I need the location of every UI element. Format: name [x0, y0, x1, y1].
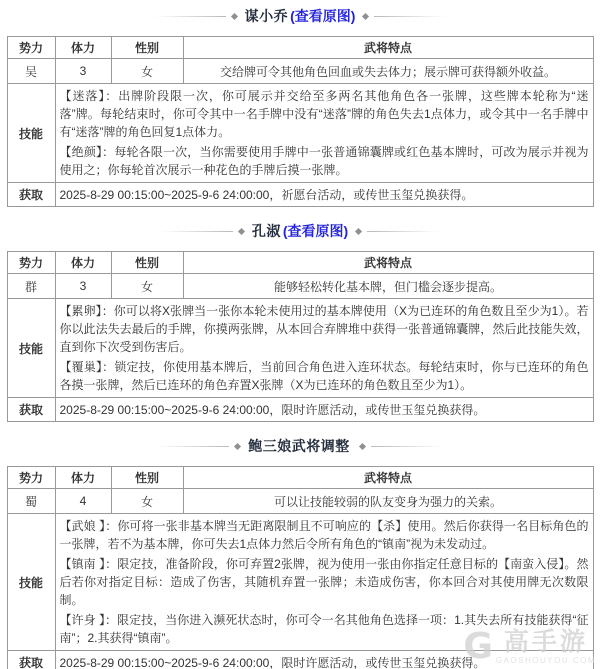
diamond-icon — [234, 442, 241, 449]
skills-cell — [55, 514, 593, 651]
divider-line — [154, 16, 226, 17]
general-info-table — [7, 466, 594, 669]
col-header-hp: 体力 — [55, 252, 111, 274]
col-header-faction: 势力 — [7, 252, 55, 274]
general-info-table — [7, 36, 594, 207]
skill-text: 【许身 】：限定技，当你进入濒死状态时，你可令一名其他角色选择一项：1.其失去所有技能获得“征南”；2.其获得“镇南”。 — [59, 613, 589, 645]
skill-text: 【覆巢】：锁定技，你使用基本牌后，当前回合角色进入连环状态。每轮结束时，你与已连环的角色各摸一张牌，然后已连环的角色弃置X张牌（X为已连环的角色数且至少为1）。 — [59, 360, 589, 392]
diamond-icon — [359, 442, 366, 449]
col-header-gender: 性别 — [111, 467, 183, 489]
col-header-trait: 武将特点 — [183, 37, 593, 59]
col-header-hp: 体力 — [55, 467, 111, 489]
section-title-kongshu — [0, 221, 600, 241]
skills-row-label: 技能 — [7, 84, 55, 183]
faction-value: 蜀 — [7, 489, 55, 514]
skill-text: 【镇南 】：限定技，准备阶段，你可弃置2张牌，视为使用一张由你指定任意目标的【南蛮入侵】。然后若你对指定目标：造成了伤害，其随机弃置一张牌；未造成伤害，你本回合对其使用牌无次数限制。 — [59, 557, 589, 607]
trait-value: 可以让技能较弱的队友变身为强力的关索。 — [183, 489, 593, 514]
col-header-trait: 武将特点 — [183, 252, 593, 274]
diamond-icon — [362, 12, 369, 19]
col-header-trait: 武将特点 — [183, 467, 593, 489]
watermark-logo-icon: G — [463, 626, 493, 667]
skill-text: 【武娘 】：你可将一张非基本牌当无距离限制且不可响应的【杀】使用。然后你获得一名目标角色的一张牌，若不为基本牌，你可失去1点体力然后令所有角色的“镇南”视为未发动过。 — [59, 519, 589, 551]
view-original-link[interactable]: (查看原图) — [290, 8, 356, 24]
col-header-faction: 势力 — [7, 37, 55, 59]
faction-value: 吴 — [7, 59, 55, 84]
hp-value: 3 — [55, 59, 111, 84]
col-header-hp: 体力 — [55, 37, 111, 59]
col-header-faction: 势力 — [7, 467, 55, 489]
section-title-baosanniang — [0, 436, 600, 456]
faction-value: 群 — [7, 274, 55, 299]
divider-line — [161, 231, 233, 232]
section-heading: 鲍三娘武将调整 — [248, 438, 350, 454]
gender-value: 女 — [111, 489, 183, 514]
divider-line — [367, 231, 439, 232]
section-heading: 谋小乔 — [244, 8, 289, 24]
skill-text: 【绝颜】：每轮各限一次，当你需要使用手牌中一张普通锦囊牌或红色基本牌时，可改为展示并视为使用之；你每轮首次展示一种花色的手牌后摸一张牌。 — [59, 145, 589, 177]
divider-line — [374, 16, 446, 17]
trait-value: 能够轻松转化基本牌，但门槛会逐步提高。 — [183, 274, 593, 299]
diamond-icon — [231, 12, 238, 19]
gender-value: 女 — [111, 274, 183, 299]
obtain-info: 2025-8-29 00:15:00~2025-9-6 24:00:00，祈愿台活动，或传世玉玺兑换获得。 — [55, 183, 593, 207]
hp-value: 4 — [55, 489, 111, 514]
watermark-site-url: GAOSHOUYOU.COM — [495, 655, 596, 665]
skills-cell — [55, 299, 593, 398]
obtain-row-label: 获取 — [7, 398, 55, 422]
skill-text: 【迷落】：出牌阶段限一次，你可展示并交给至多两名其他角色各一张牌，这些牌本轮称为“迷落”牌。每轮结束时，你可令其中一名手牌中没有“迷落”牌的角色失去1点体力，或令其中一名手牌中有“迷落”牌的角色回复1点体力。 — [59, 89, 589, 139]
skills-cell — [55, 84, 593, 183]
section-title-mouxiaoqiao — [0, 6, 600, 26]
skill-text: 【累卵】：你可以将X张牌当一张你本轮未使用过的基本牌使用（X为已连环的角色数且至少为1）。若你以此法失去最后的手牌，你摸两张牌，从本回合弃牌堆中获得一张普通锦囊牌，然后此技能失效，直到你下次受到伤害后。 — [59, 304, 589, 354]
watermark-site-name: 高手游 — [503, 627, 588, 656]
col-header-gender: 性别 — [111, 252, 183, 274]
obtain-row-label: 获取 — [7, 651, 55, 669]
skills-row-label: 技能 — [7, 514, 55, 651]
skills-row-label: 技能 — [7, 299, 55, 398]
obtain-info: 2025-8-29 00:15:00~2025-9-6 24:00:00，限时许愿活动，或传世玉玺兑换获得。 — [55, 398, 593, 422]
divider-line — [371, 446, 443, 447]
diamond-icon — [355, 227, 362, 234]
col-header-gender: 性别 — [111, 37, 183, 59]
gender-value: 女 — [111, 59, 183, 84]
view-original-link[interactable]: (查看原图) — [282, 223, 349, 239]
trait-value: 交给牌可令其他角色回血或失去体力；展示牌可获得额外收益。 — [183, 59, 593, 84]
section-heading: 孔淑 — [251, 223, 281, 239]
obtain-info: 2025-8-29 00:15:00~2025-9-6 24:00:00，限时许愿活动，或传世玉玺兑换获得。 — [55, 651, 593, 669]
obtain-row-label: 获取 — [7, 183, 55, 207]
general-info-table — [7, 251, 594, 422]
diamond-icon — [238, 227, 245, 234]
hp-value: 3 — [55, 274, 111, 299]
divider-line — [157, 446, 229, 447]
